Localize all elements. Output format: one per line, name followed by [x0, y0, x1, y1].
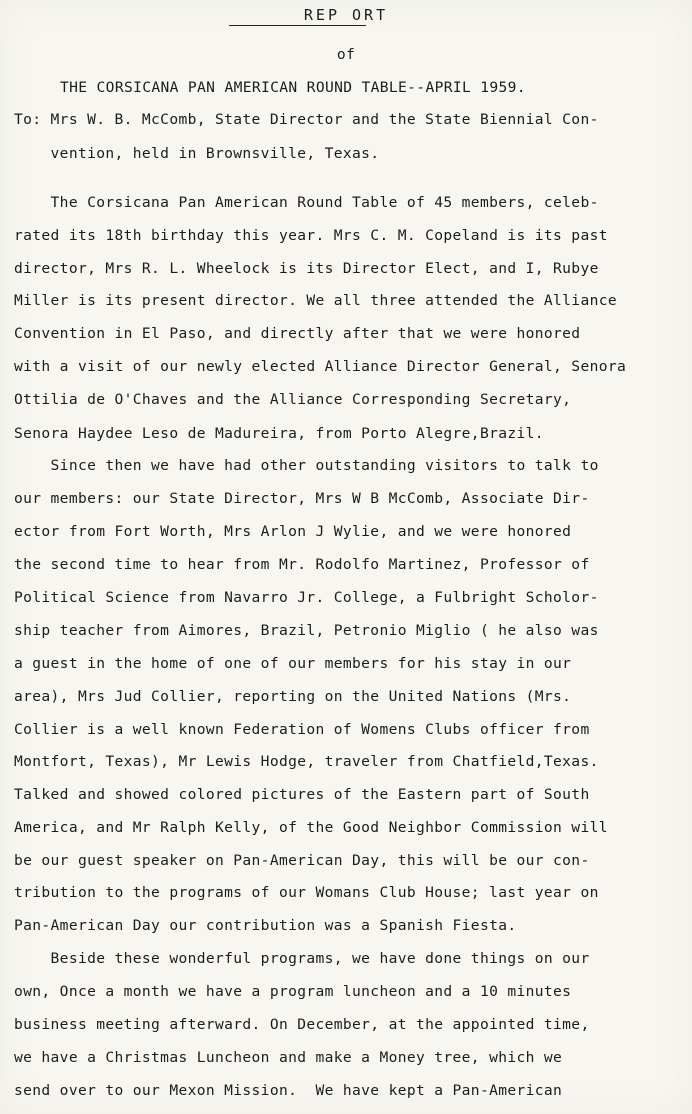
body-line: Ottilia de O'Chaves and the Alliance Corresponding Secretary, — [14, 391, 572, 408]
body-line: Talked and showed colored pictures of the Eastern part of South — [14, 786, 590, 803]
body-line: Pan-American Day our contribution was a Spanish Fiesta. — [14, 917, 517, 934]
body-line: area), Mrs Jud Collier, reporting on the United Nations (Mrs. — [14, 688, 572, 705]
body-line: rated its 18th birthday this year. Mrs C. M. Copeland is its past — [14, 227, 608, 244]
body-line: Since then we have had other outstanding visitors to talk to — [14, 457, 599, 474]
address-line: To: Mrs W. B. McComb, State Director and the State Biennial Con- — [14, 111, 599, 128]
body-line: with a visit of our newly elected Alliance Director General, Senora — [14, 358, 627, 375]
body-line: America, and Mr Ralph Kelly, of the Good Neighbor Commission will — [14, 819, 608, 836]
body-line: send over to our Mexon Mission. We have kept a Pan-American — [14, 1082, 563, 1099]
report-of: of — [336, 46, 356, 63]
body-line: our members: our State Director, Mrs W B McComb, Associate Dir- — [14, 490, 590, 507]
body-line: business meeting afterward. On December, at the appointed time, — [14, 1016, 590, 1033]
body-line: Miller is its present director. We all three attended the Alliance — [14, 292, 617, 309]
report-subtitle: THE CORSICANA PAN AMERICAN ROUND TABLE--APRIL 1959. — [60, 79, 526, 96]
body-line: be our guest speaker on Pan-American Day, this will be our con- — [14, 852, 590, 869]
body-line: the second time to hear from Mr. Rodolfo Martinez, Professor of — [14, 556, 590, 573]
title-underline — [229, 25, 366, 26]
body-line: Collier is a well known Federation of Womens Clubs officer from — [14, 721, 590, 738]
body-line: Convention in El Paso, and directly after that we were honored — [14, 325, 581, 342]
body-line: Political Science from Navarro Jr. College, a Fulbright Scholor- — [14, 589, 599, 606]
body-line: own, Once a month we have a program luncheon and a 10 minutes — [14, 983, 572, 1000]
address-line: vention, held in Brownsville, Texas. — [14, 145, 380, 162]
body-line: Montfort, Texas), Mr Lewis Hodge, traveler from Chatfield,Texas. — [14, 753, 599, 770]
body-line: ship teacher from Aimores, Brazil, Petronio Miglio ( he also was — [14, 622, 599, 639]
body-line: tribution to the programs of our Womans Club House; last year on — [14, 884, 599, 901]
body-line: Beside these wonderful programs, we have done things on our — [14, 950, 590, 967]
body-line: ector from Fort Worth, Mrs Arlon J Wylie, and we were honored — [14, 523, 572, 540]
body-line: a guest in the home of one of our members for his stay in our — [14, 655, 572, 672]
body-line: The Corsicana Pan American Round Table of 45 members, celeb- — [14, 194, 599, 211]
body-line: director, Mrs R. L. Wheelock is its Director Elect, and I, Rubye — [14, 260, 599, 277]
report-title: REP ORT — [303, 6, 389, 24]
body-line: Senora Haydee Leso de Madureira, from Porto Alegre,Brazil. — [14, 425, 544, 442]
body-line: we have a Christmas Luncheon and make a Money tree, which we — [14, 1049, 563, 1066]
